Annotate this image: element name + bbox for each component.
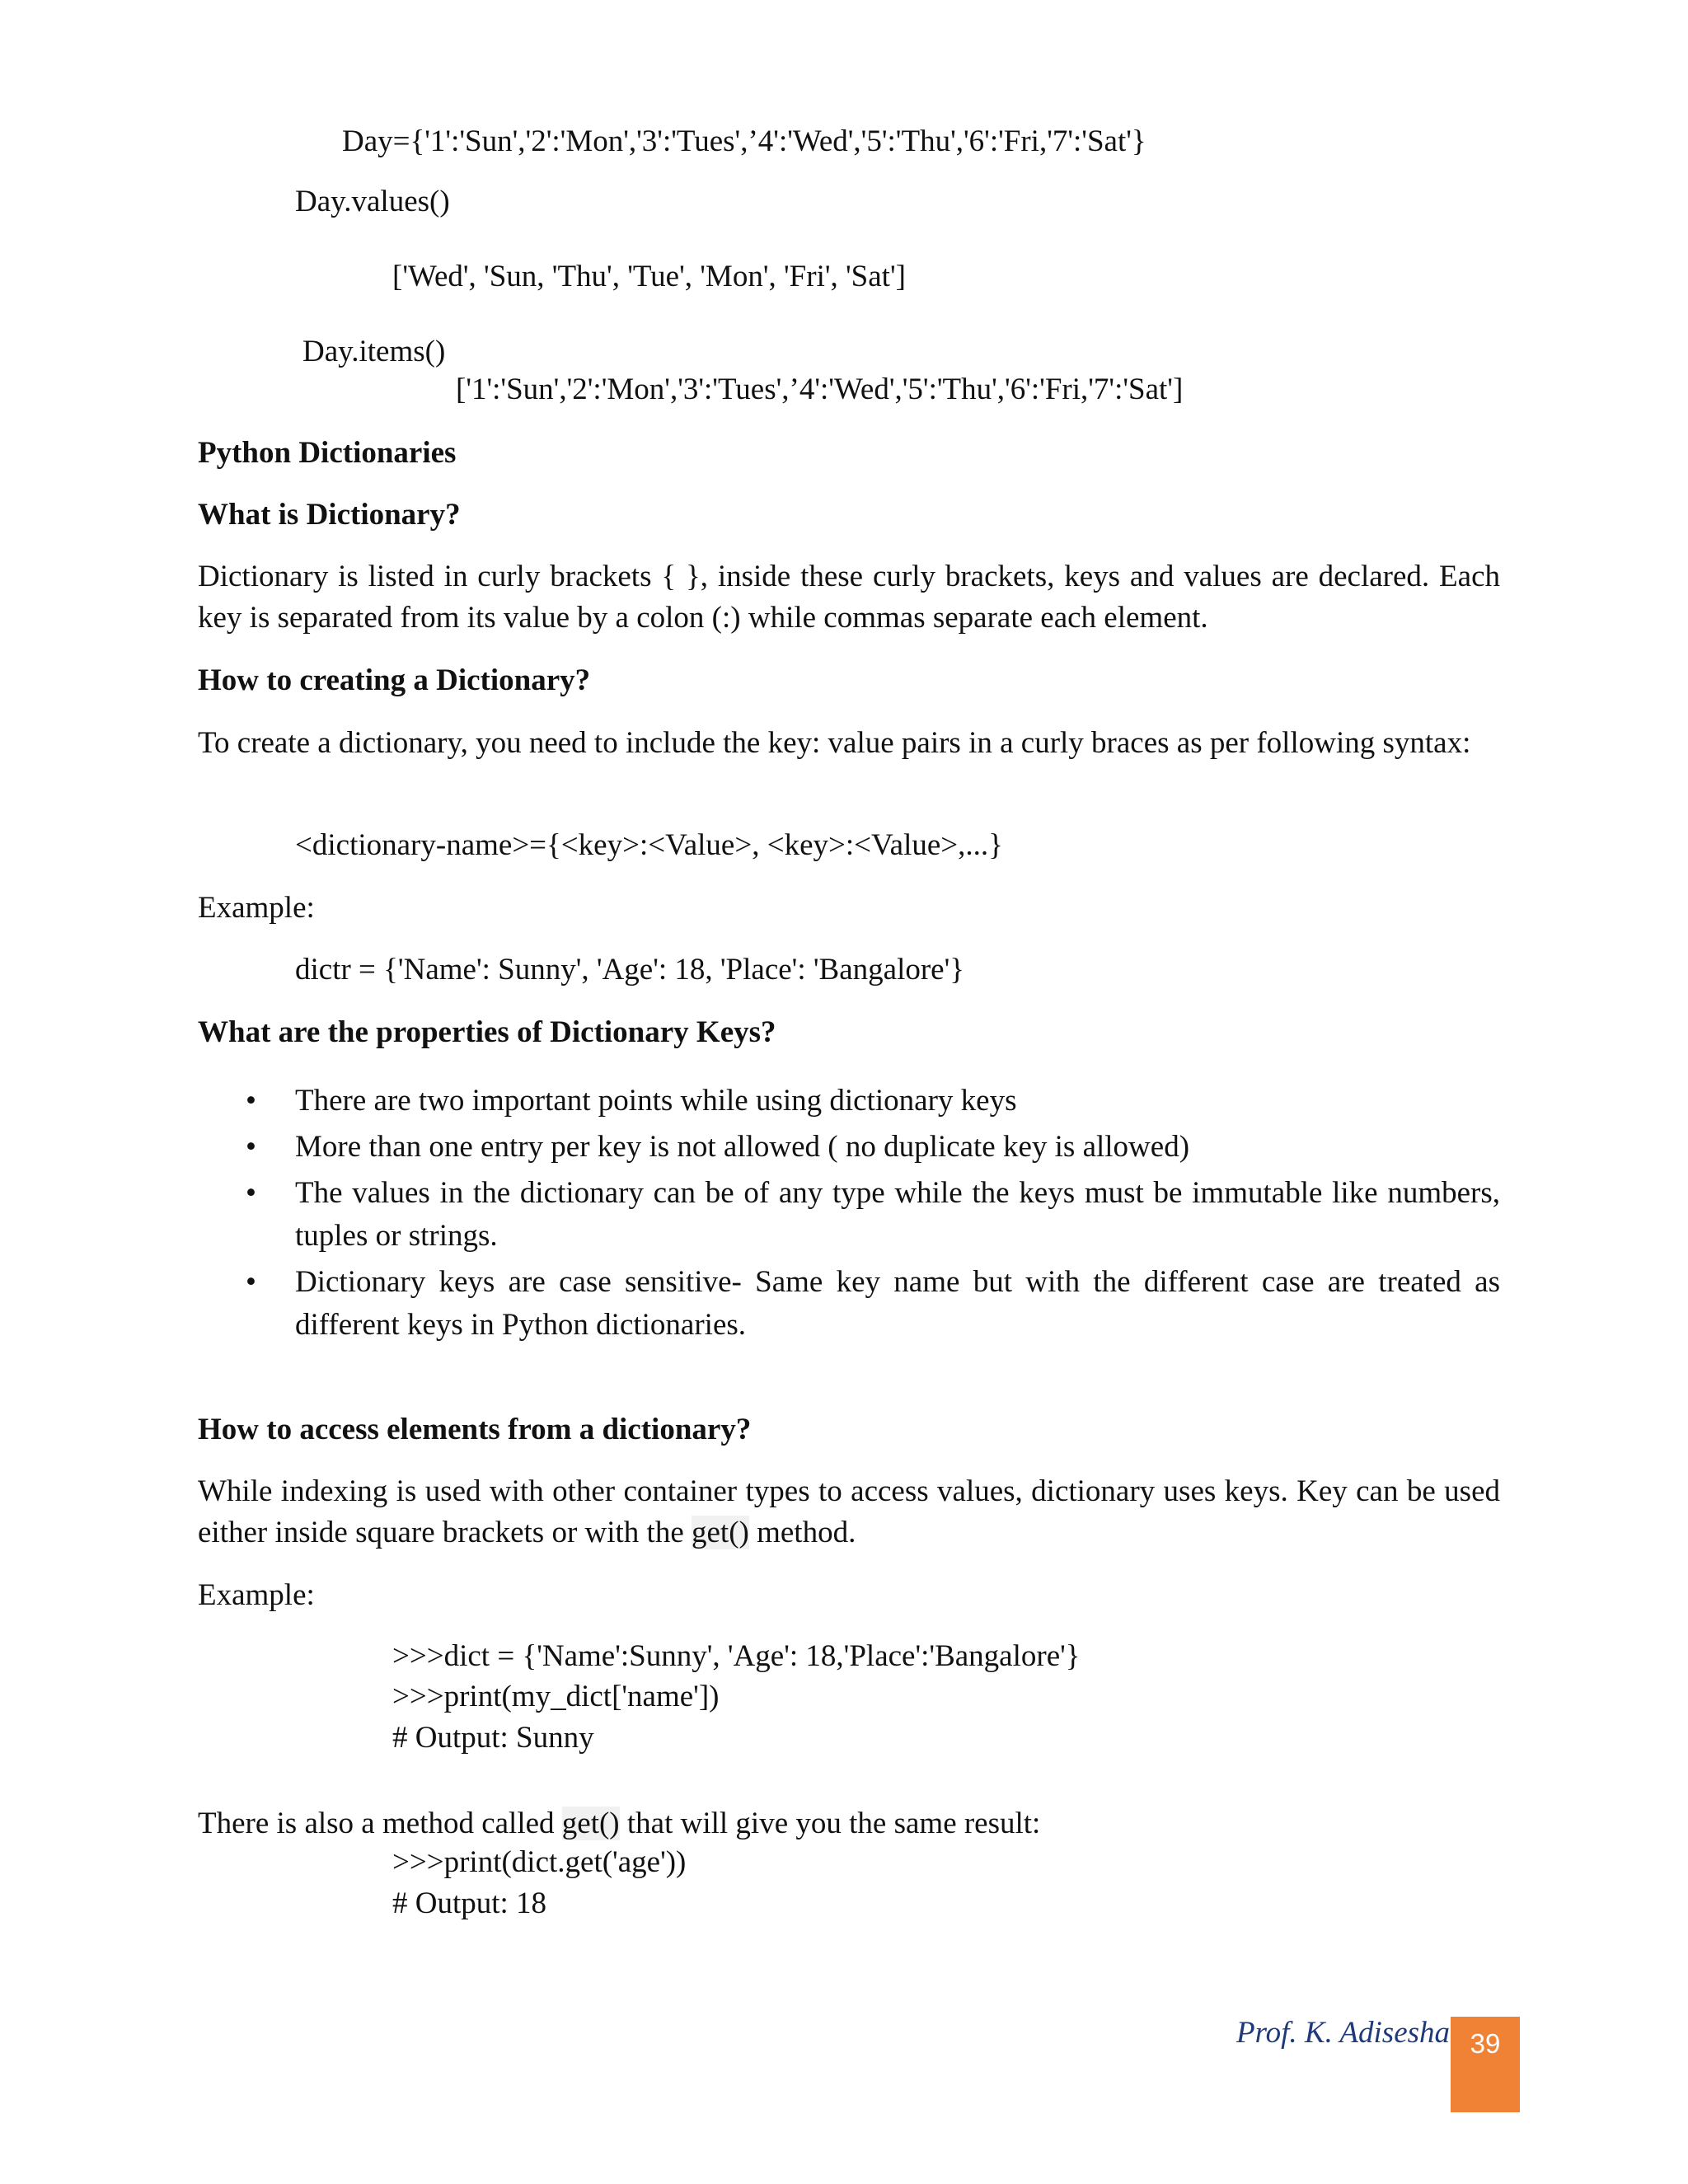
access-code-line-1: >>>dict = {'Name':Sunny', 'Age': 18,'Place':'Bangalore'} — [392, 1639, 1081, 1673]
list-item: • The values in the dictionary can be of any type while the keys must be immutable like numbers, tuples or strings. — [198, 1172, 1500, 1258]
also-method-text: There is also a method called get() that will give you the same result: — [198, 1807, 1041, 1840]
list-item: • There are two important points while using dictionary keys — [198, 1080, 1500, 1122]
code-items-call: Day.items() — [302, 335, 446, 368]
section-title: Python Dictionaries — [198, 436, 457, 470]
access-code2-line-1: >>>print(dict.get('age')) — [392, 1845, 687, 1879]
syntax-line: <dictionary-name>={<key>:<Value>, <key>:<Value>,...} — [295, 828, 1003, 862]
bullet-icon: • — [246, 1265, 256, 1299]
list-item: • More than one entry per key is not allowed ( no duplicate key is allowed) — [198, 1126, 1500, 1169]
list-item: • Dictionary keys are case sensitive- Same key name but with the different case are treated as different keys in Python dictionaries. — [198, 1261, 1500, 1347]
access-code2-line-2: # Output: 18 — [392, 1886, 547, 1920]
code-items-output: ['1':'Sun','2':'Mon','3':'Tues',’4':'Wed','5':'Thu','6':'Fri,'7':'Sat'] — [456, 373, 1184, 406]
creating-example-label: Example: — [198, 891, 315, 925]
creating-heading: How to creating a Dictionary? — [198, 663, 591, 697]
properties-heading: What are the properties of Dictionary Keys? — [198, 1015, 776, 1049]
code-values-output: ['Wed', 'Sun, 'Thu', 'Tue', 'Mon', 'Fri', 'Sat'] — [392, 260, 906, 293]
creating-body: To create a dictionary, you need to include the key: value pairs in a curly braces as per following syntax: — [198, 726, 1471, 760]
what-is-heading: What is Dictionary? — [198, 498, 461, 532]
bullet-icon: • — [246, 1130, 256, 1164]
access-code-line-3: # Output: Sunny — [392, 1721, 594, 1755]
bullet-icon: • — [246, 1084, 256, 1118]
footer-author: Prof. K. Adisesha — [1236, 2016, 1451, 2050]
code-values-call: Day.values() — [295, 185, 450, 218]
code-day-assign: Day={'1':'Sun','2':'Mon','3':'Tues',’4':'Wed','5':'Thu','6':'Fri,'7':'Sat'} — [342, 124, 1146, 158]
get-method-code-2: get() — [561, 1807, 620, 1840]
access-example-label: Example: — [198, 1578, 315, 1612]
bullet-icon: • — [246, 1176, 256, 1210]
access-body: While indexing is used with other container types to access values, dictionary uses keys. Key can be used either inside square brackets or with the get() method. — [198, 1474, 1500, 1549]
creating-example-code: dictr = {'Name': Sunny', 'Age': 18, 'Place': 'Bangalore'} — [295, 953, 965, 987]
access-code-line-2: >>>print(my_dict['name']) — [392, 1680, 720, 1713]
access-heading: How to access elements from a dictionary? — [198, 1413, 752, 1446]
get-method-code: get() — [692, 1516, 749, 1549]
page-number-badge: 39 — [1451, 2017, 1520, 2112]
what-is-body: Dictionary is listed in curly brackets { }, inside these curly brackets, keys and values are declared. Each key is separated from its value by a colon (:) while commas separate each element. — [198, 560, 1500, 635]
properties-list — [198, 1080, 1500, 1350]
